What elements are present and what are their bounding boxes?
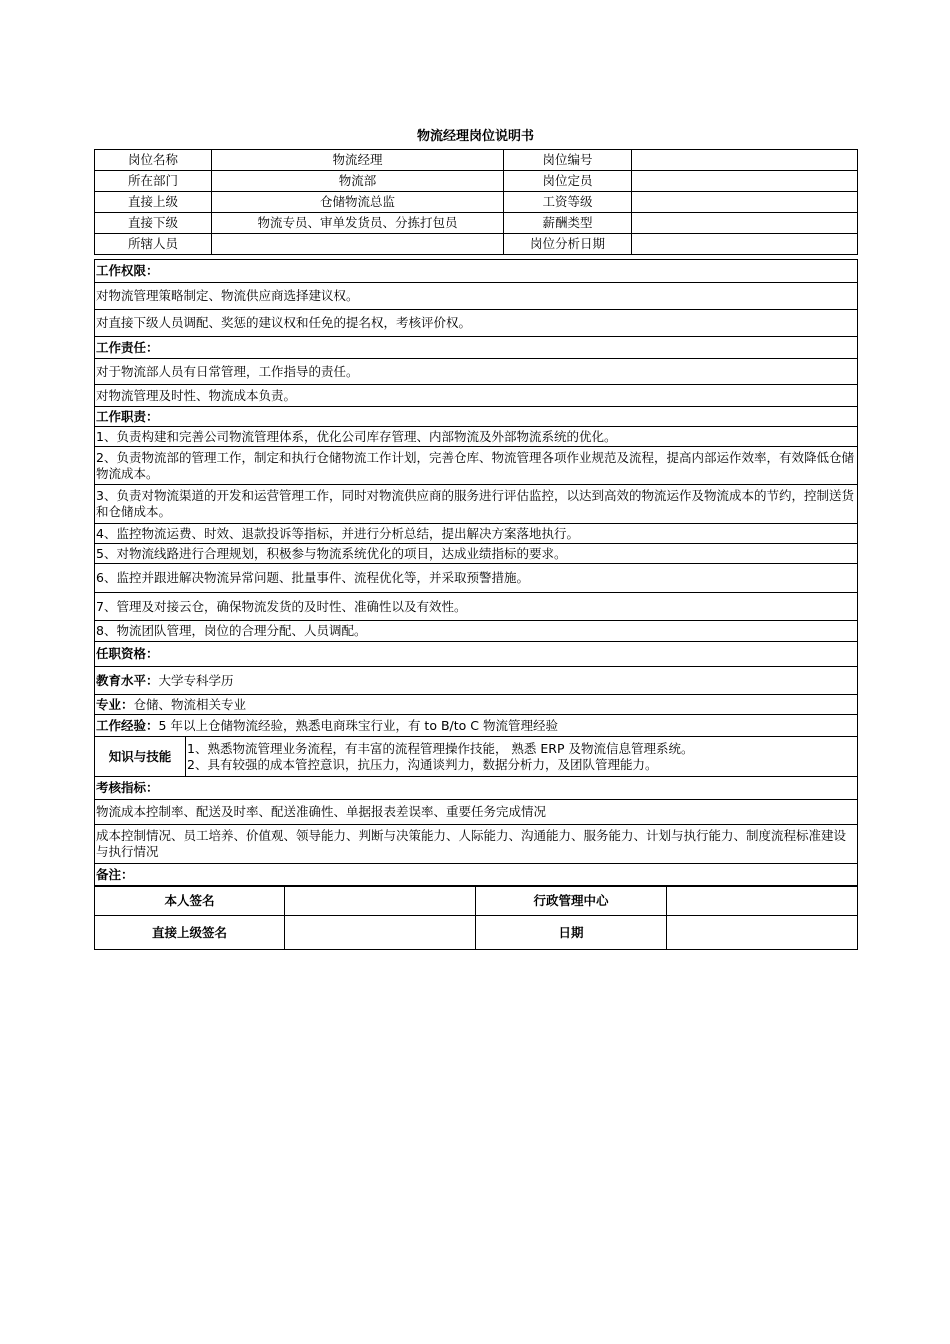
major-value: 仓储、物流相关专业 <box>133 696 247 712</box>
basic-info-table <box>94 149 858 255</box>
duty-item: 4、监控物流运费、时效、退款投诉等指标，并进行分析总结，提出解决方案落地执行。 <box>95 524 858 544</box>
value-position-name: 物流经理 <box>212 150 504 171</box>
info-row <box>95 171 858 192</box>
value-direct-superior: 仓储物流总监 <box>212 192 504 213</box>
signature-table <box>94 886 858 950</box>
value-pay-type <box>632 213 858 234</box>
duty-item: 1、负责构建和完善公司物流管理体系，优化公司库存管理、内部物流及外部物流系统的优化。 <box>95 427 858 447</box>
value-staff <box>212 234 504 255</box>
self-sign-label: 本人签名 <box>95 887 285 916</box>
experience-label: 工作经验： <box>96 717 159 733</box>
kpi-item: 物流成本控制率、配送及时率、配送准确性、单据报表差误率、重要任务完成情况 <box>95 800 858 825</box>
page-title: 物流经理岗位说明书 <box>416 129 534 144</box>
education-label: 教育水平： <box>96 672 159 688</box>
value-subordinates: 物流专员、审单发货员、分拣打包员 <box>212 213 504 234</box>
admin-center-label: 行政管理中心 <box>476 887 667 916</box>
education-value: 大学专科学历 <box>158 672 234 688</box>
duty-item: 2、负责物流部的管理工作，制定和执行仓储物流工作计划，完善仓库、物流管理各项作业规范及流程，提高内部运作效率，有效降低仓储物流成本。 <box>95 447 858 485</box>
info-row <box>95 150 858 171</box>
duty-item: 8、物流团队管理，岗位的合理分配、人员调配。 <box>95 621 858 642</box>
value-headcount <box>632 171 858 192</box>
label-staff: 所辖人员 <box>95 234 212 255</box>
skills-item: 1、熟悉物流管理业务流程，有丰富的流程管理操作技能， 熟悉 ERP 及物流信息管理系统。 <box>187 740 694 756</box>
major-row <box>95 695 858 715</box>
remarks-heading: 备注： <box>95 864 858 886</box>
experience-value: 5 年以上仓储物流经验，熟悉电商珠宝行业，有 to B/to C 物流管理经验 <box>158 717 558 733</box>
info-row <box>95 192 858 213</box>
skills-label: 知识与技能 <box>95 737 186 777</box>
authority-item: 对直接下级人员调配、奖惩的建议权和任免的提名权，考核评价权。 <box>95 310 858 337</box>
label-analysis-date: 岗位分析日期 <box>504 234 632 255</box>
duties-heading: 工作职责： <box>95 407 858 427</box>
supervisor-sign-label: 直接上级签名 <box>95 916 285 950</box>
info-row <box>95 234 858 255</box>
kpi-heading: 考核指标： <box>95 777 858 800</box>
value-department: 物流部 <box>212 171 504 192</box>
admin-center-field[interactable] <box>667 887 858 916</box>
duty-item: 7、管理及对接云仓，确保物流发货的及时性、准确性以及有效性。 <box>95 593 858 621</box>
value-analysis-date <box>632 234 858 255</box>
kpi-item: 成本控制情况、员工培养、价值观、领导能力、判断与决策能力、人际能力、沟通能力、服务能力、计划与执行能力、制度流程标准建设与执行情况 <box>95 825 858 864</box>
major-label: 专业： <box>96 696 134 712</box>
label-position-name: 岗位名称 <box>95 150 212 171</box>
authority-heading: 工作权限： <box>95 260 858 283</box>
date-field[interactable] <box>667 916 858 950</box>
duty-item: 5、对物流线路进行合理规划，积极参与物流系统优化的项目，达成业绩指标的要求。 <box>95 544 858 564</box>
date-label: 日期 <box>476 916 667 950</box>
skills-cell <box>186 737 858 777</box>
label-direct-superior: 直接上级 <box>95 192 212 213</box>
label-department: 所在部门 <box>95 171 212 192</box>
experience-row <box>95 715 858 737</box>
label-subordinates: 直接下级 <box>95 213 212 234</box>
label-salary-grade: 工资等级 <box>504 192 632 213</box>
responsibility-item: 对于物流部人员有日常管理，工作指导的责任。 <box>95 359 858 385</box>
qualification-heading: 任职资格： <box>95 642 858 667</box>
self-sign-field[interactable] <box>285 887 476 916</box>
responsibility-heading: 工作责任： <box>95 337 858 359</box>
education-row <box>95 667 858 695</box>
info-row <box>95 213 858 234</box>
job-detail-table <box>94 259 858 886</box>
duty-item: 3、负责对物流渠道的开发和运营管理工作，同时对物流供应商的服务进行评估监控，以达到高效的物流运作及物流成本的节约，控制送货和仓储成本。 <box>95 485 858 524</box>
value-position-code <box>632 150 858 171</box>
authority-item: 对物流管理策略制定、物流供应商选择建议权。 <box>95 283 858 310</box>
label-headcount: 岗位定员 <box>504 171 632 192</box>
value-salary-grade <box>632 192 858 213</box>
duty-item: 6、监控并跟进解决物流异常问题、批量事件、流程优化等，并采取预警措施。 <box>95 564 858 593</box>
skills-item: 2、具有较强的成本管控意识，抗压力，沟通谈判力，数据分析力，及团队管理能力。 <box>187 756 658 772</box>
label-pay-type: 薪酬类型 <box>504 213 632 234</box>
supervisor-sign-field[interactable] <box>285 916 476 950</box>
label-position-code: 岗位编号 <box>504 150 632 171</box>
responsibility-item: 对物流管理及时性、物流成本负责。 <box>95 385 858 407</box>
